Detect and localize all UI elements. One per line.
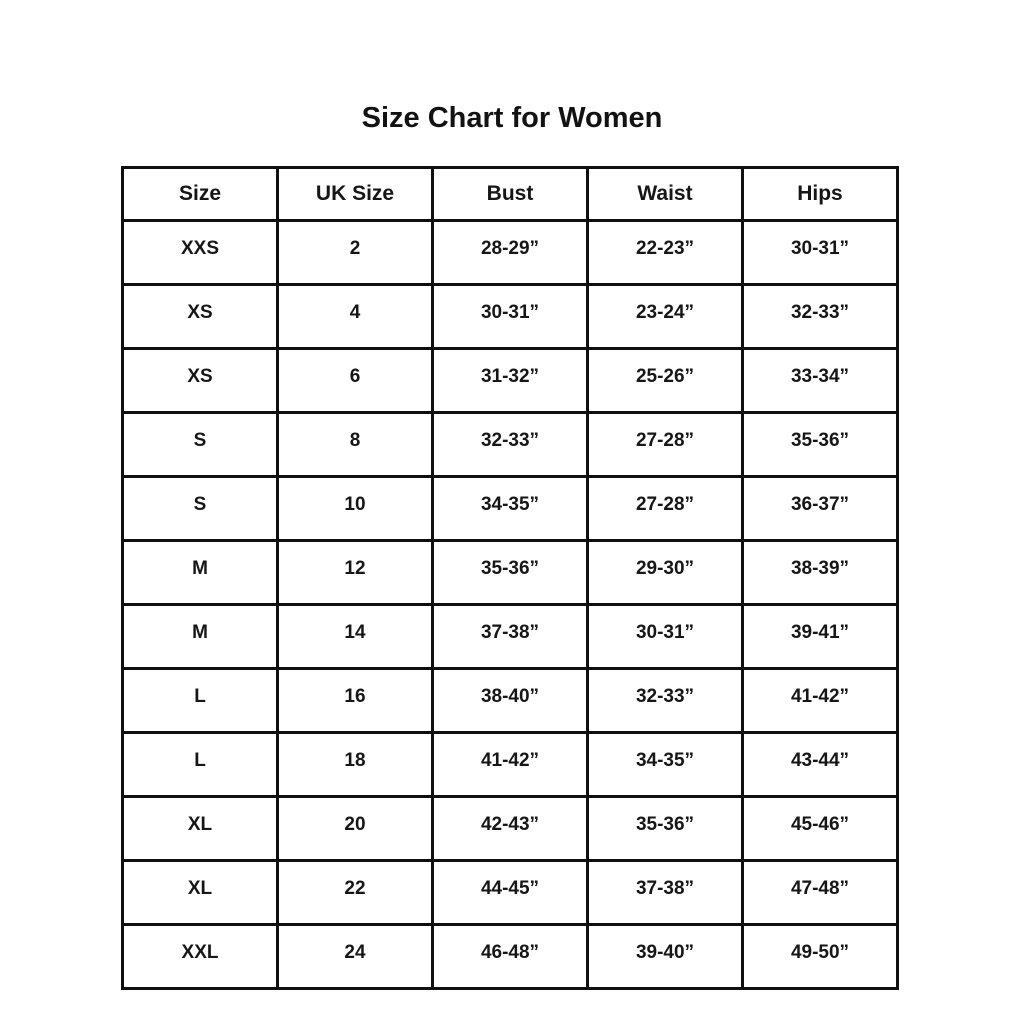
- table-cell: XS: [123, 349, 278, 413]
- table-cell: 30-31”: [588, 605, 743, 669]
- table-cell: 27-28”: [588, 413, 743, 477]
- table-cell: 47-48”: [743, 861, 898, 925]
- table-cell: 35-36”: [588, 797, 743, 861]
- table-row: [123, 733, 898, 797]
- table-row: [123, 605, 898, 669]
- table-cell: 32-33”: [433, 413, 588, 477]
- table-cell: 27-28”: [588, 477, 743, 541]
- table-row: [123, 669, 898, 733]
- table-cell: 14: [278, 605, 433, 669]
- table-cell: 16: [278, 669, 433, 733]
- table-cell: 35-36”: [433, 541, 588, 605]
- table-cell: 44-45”: [433, 861, 588, 925]
- table-cell: S: [123, 413, 278, 477]
- size-chart-table: [121, 166, 899, 990]
- table-cell: 4: [278, 285, 433, 349]
- table-cell: 34-35”: [433, 477, 588, 541]
- table-cell: 18: [278, 733, 433, 797]
- table-cell: 31-32”: [433, 349, 588, 413]
- table-cell: 32-33”: [743, 285, 898, 349]
- table-cell: 39-41”: [743, 605, 898, 669]
- table-cell: 37-38”: [588, 861, 743, 925]
- table-cell: 37-38”: [433, 605, 588, 669]
- table-cell: 24: [278, 925, 433, 989]
- table-row: [123, 861, 898, 925]
- table-cell: 38-40”: [433, 669, 588, 733]
- table-cell: 34-35”: [588, 733, 743, 797]
- table-cell: 41-42”: [433, 733, 588, 797]
- column-header-bust: Bust: [433, 168, 588, 221]
- column-header-hips: Hips: [743, 168, 898, 221]
- table-cell: 30-31”: [743, 221, 898, 285]
- table-row: [123, 541, 898, 605]
- column-header-waist: Waist: [588, 168, 743, 221]
- table-row: [123, 797, 898, 861]
- table-row: [123, 285, 898, 349]
- table-cell: 45-46”: [743, 797, 898, 861]
- page-title: Size Chart for Women: [361, 102, 663, 134]
- table-cell: 20: [278, 797, 433, 861]
- table-cell: 30-31”: [433, 285, 588, 349]
- table-cell: XL: [123, 861, 278, 925]
- table-cell: 49-50”: [743, 925, 898, 989]
- table-body: [123, 221, 898, 989]
- table-cell: M: [123, 605, 278, 669]
- table-cell: L: [123, 733, 278, 797]
- table-cell: 35-36”: [743, 413, 898, 477]
- table-cell: XS: [123, 285, 278, 349]
- table-cell: L: [123, 669, 278, 733]
- table-cell: S: [123, 477, 278, 541]
- table-cell: XXS: [123, 221, 278, 285]
- table-row: [123, 925, 898, 989]
- table-cell: 8: [278, 413, 433, 477]
- table-cell: 12: [278, 541, 433, 605]
- table-cell: 25-26”: [588, 349, 743, 413]
- table-cell: 22: [278, 861, 433, 925]
- column-header-size: Size: [123, 168, 278, 221]
- table-cell: 41-42”: [743, 669, 898, 733]
- table-cell: 38-39”: [743, 541, 898, 605]
- table-row: [123, 413, 898, 477]
- table-header: [123, 168, 898, 221]
- table-cell: XL: [123, 797, 278, 861]
- table-cell: 23-24”: [588, 285, 743, 349]
- column-header-uk-size: UK Size: [278, 168, 433, 221]
- table-row: [123, 349, 898, 413]
- table-cell: 6: [278, 349, 433, 413]
- table-cell: 39-40”: [588, 925, 743, 989]
- table-cell: XXL: [123, 925, 278, 989]
- table-row: [123, 477, 898, 541]
- table-cell: 10: [278, 477, 433, 541]
- table-cell: M: [123, 541, 278, 605]
- table-cell: 36-37”: [743, 477, 898, 541]
- table-cell: 43-44”: [743, 733, 898, 797]
- table-cell: 2: [278, 221, 433, 285]
- table-cell: 33-34”: [743, 349, 898, 413]
- table-row: [123, 221, 898, 285]
- table-cell: 32-33”: [588, 669, 743, 733]
- table-header-row: [123, 168, 898, 221]
- table-cell: 42-43”: [433, 797, 588, 861]
- table-cell: 29-30”: [588, 541, 743, 605]
- table-cell: 28-29”: [433, 221, 588, 285]
- table-cell: 46-48”: [433, 925, 588, 989]
- table-cell: 22-23”: [588, 221, 743, 285]
